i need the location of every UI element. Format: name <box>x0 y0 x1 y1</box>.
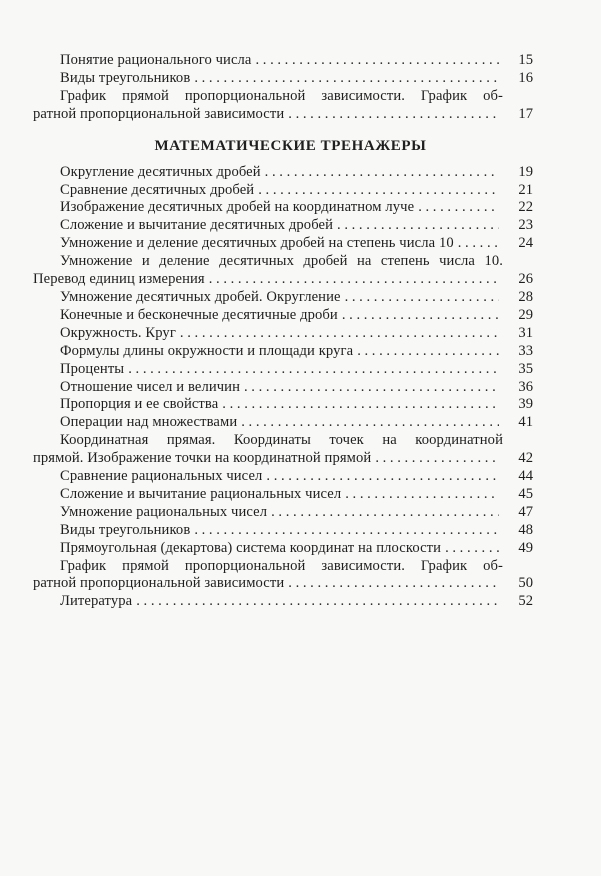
toc-page-number: 21 <box>518 181 533 198</box>
toc-page-number: 45 <box>518 485 533 502</box>
toc-page-number: 41 <box>518 414 533 431</box>
dot-leader <box>128 361 499 379</box>
dot-leader <box>445 540 499 558</box>
dot-leader <box>342 307 499 325</box>
toc-page-number: 31 <box>518 324 533 341</box>
toc-entry[interactable] <box>33 70 533 88</box>
dot-leader <box>241 414 499 432</box>
section-heading: МАТЕМАТИЧЕСКИЕ ТРЕНАЖЕРЫ <box>154 137 427 154</box>
toc-entry-title: Пропорция и ее свойства <box>60 396 219 413</box>
toc-entry[interactable] <box>33 235 533 253</box>
toc-entry[interactable] <box>33 593 533 611</box>
toc-entry[interactable] <box>33 504 533 522</box>
dot-leader <box>375 450 499 468</box>
dot-leader <box>222 396 499 414</box>
toc-entry[interactable] <box>33 361 533 379</box>
toc-page-number: 29 <box>518 306 533 323</box>
dot-leader <box>345 289 499 307</box>
table-of-contents <box>33 52 533 611</box>
dot-leader <box>136 593 499 611</box>
toc-entry[interactable] <box>33 343 533 361</box>
dot-leader <box>244 379 499 397</box>
toc-page-number: 33 <box>518 342 533 359</box>
dot-leader <box>209 271 499 289</box>
dot-leader <box>265 164 499 182</box>
toc-entry[interactable] <box>33 289 533 307</box>
dot-leader <box>194 70 499 88</box>
toc-entry[interactable] <box>33 325 533 343</box>
toc-entry[interactable] <box>33 414 533 432</box>
toc-main-list <box>33 164 533 612</box>
toc-entry-title: Умножение и деление десятичных дробей на степень числа 10. <box>60 253 503 270</box>
toc-entry-title: Сравнение рациональных чисел <box>60 468 263 485</box>
toc-entry-title: прямой. Изображение точки на координатной прямой <box>33 450 372 467</box>
toc-entry[interactable] <box>33 468 533 486</box>
toc-entry-title: Перевод единиц измерения <box>33 271 205 288</box>
dot-leader <box>418 199 499 217</box>
toc-entry[interactable] <box>33 379 533 397</box>
toc-entry[interactable] <box>33 199 533 217</box>
toc-entry-title: Округление десятичных дробей <box>60 163 261 180</box>
toc-entry-title: Формулы длины окружности и площади круга <box>60 342 354 359</box>
toc-entry-title: Прямоугольная (декартова) система координат на плоскости <box>60 539 442 556</box>
toc-entry-title: Конечные и бесконечные десятичные дроби <box>60 306 338 323</box>
toc-page-number: 52 <box>518 593 533 610</box>
dot-leader <box>258 182 499 200</box>
toc-entry-title: Литература <box>60 593 133 610</box>
dot-leader <box>266 468 499 486</box>
dot-leader <box>345 486 499 504</box>
toc-entry-title: Виды треугольников <box>60 521 191 538</box>
toc-entry[interactable] <box>33 217 533 235</box>
toc-entry[interactable] <box>33 253 533 289</box>
toc-entry[interactable] <box>33 558 533 594</box>
toc-page-number: 47 <box>518 503 533 520</box>
toc-entry-title: ратной пропорциональной зависимости <box>33 105 285 122</box>
toc-entry-title: Сравнение десятичных дробей <box>60 181 255 198</box>
toc-page-number: 17 <box>518 105 533 122</box>
toc-intro-list <box>33 52 533 124</box>
toc-page-number: 22 <box>518 199 533 216</box>
toc-entry-title: ратной пропорциональной зависимости <box>33 575 285 592</box>
toc-entry[interactable] <box>33 88 533 124</box>
toc-page-number: 24 <box>518 235 533 252</box>
dot-leader <box>288 575 499 593</box>
toc-entry-title: Сложение и вычитание десятичных дробей <box>60 217 334 234</box>
toc-page-number: 35 <box>518 360 533 377</box>
toc-page-number: 15 <box>518 52 533 68</box>
toc-page-number: 44 <box>518 468 533 485</box>
toc-entry[interactable] <box>33 522 533 540</box>
toc-entry[interactable] <box>33 52 533 70</box>
toc-page-number: 42 <box>518 450 533 467</box>
dot-leader <box>337 217 499 235</box>
toc-entry-title: Умножение рациональных чисел <box>60 503 268 520</box>
toc-entry-title: Отношение чисел и величин <box>60 378 240 395</box>
toc-entry-title: Координатная прямая. Координаты точек на координатной <box>60 432 503 449</box>
dot-leader <box>194 522 499 540</box>
toc-entry[interactable] <box>33 540 533 558</box>
toc-entry[interactable] <box>33 182 533 200</box>
dot-leader <box>180 325 499 343</box>
toc-entry[interactable] <box>33 486 533 504</box>
toc-page-number: 36 <box>518 378 533 395</box>
toc-entry-title: Понятие рационального числа <box>60 52 252 68</box>
toc-entry[interactable] <box>33 164 533 182</box>
toc-page-number: 50 <box>518 575 533 592</box>
toc-entry-title: Проценты <box>60 360 125 377</box>
toc-entry-title: Операции над множествами <box>60 414 238 431</box>
toc-page-number: 16 <box>518 69 533 86</box>
toc-entry-title: График прямой пропорциональной зависимости. График об- <box>60 87 503 104</box>
toc-page-number: 39 <box>518 396 533 413</box>
dot-leader <box>255 52 499 70</box>
toc-entry-title: Сложение и вычитание рациональных чисел <box>60 485 342 502</box>
toc-entry-title: График прямой пропорциональной зависимости. График об- <box>60 557 503 574</box>
toc-entry-title: Виды треугольников <box>60 69 191 86</box>
toc-page-number: 28 <box>518 288 533 305</box>
toc-page-number: 26 <box>518 271 533 288</box>
toc-entry[interactable] <box>33 396 533 414</box>
toc-entry-title: Умножение десятичных дробей. Округление <box>60 288 341 305</box>
toc-entry-title: Окружность. Круг <box>60 324 176 341</box>
toc-page-number: 49 <box>518 539 533 556</box>
toc-entry[interactable] <box>33 432 533 468</box>
toc-page-number: 48 <box>518 521 533 538</box>
toc-page-number: 23 <box>518 217 533 234</box>
dot-leader <box>357 343 499 361</box>
toc-entry[interactable] <box>33 307 533 325</box>
toc-entry-title: Изображение десятичных дробей на координатном луче <box>60 199 415 216</box>
toc-page-number: 19 <box>518 163 533 180</box>
dot-leader <box>271 504 499 522</box>
dot-leader <box>458 235 499 253</box>
dot-leader <box>288 106 499 124</box>
toc-entry-title: Умножение и деление десятичных дробей на степень числа 10 <box>60 235 454 252</box>
